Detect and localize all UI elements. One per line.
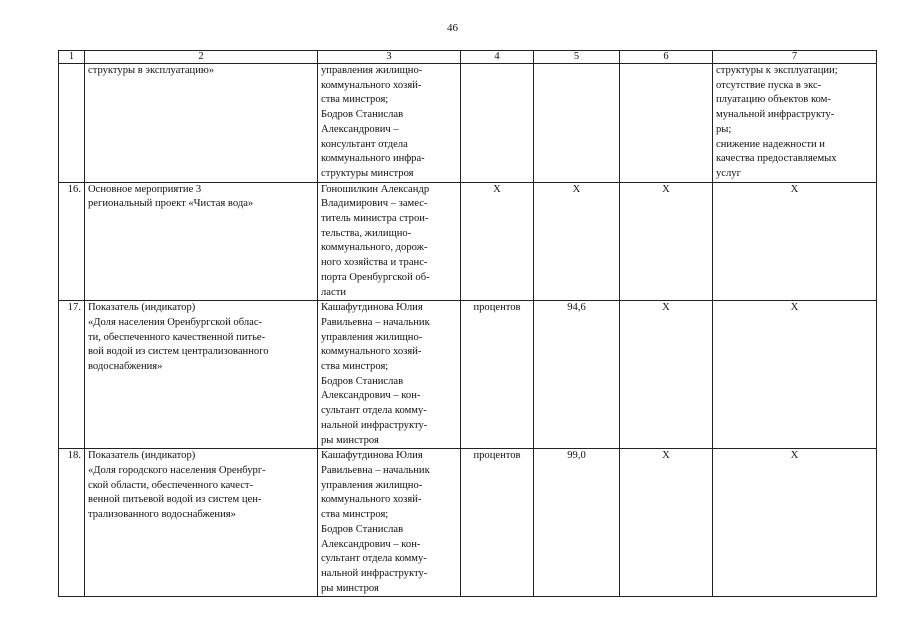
row-unit: процентов <box>461 449 534 597</box>
row-unit <box>461 64 534 183</box>
row-value <box>534 64 620 183</box>
row-value: 94,6 <box>534 301 620 449</box>
row-col7: Х <box>713 449 877 597</box>
row-name: Основное мероприятие 3 региональный проект «Чистая вода» <box>85 182 318 301</box>
header-cell: 5 <box>534 51 620 64</box>
table-row <box>59 182 877 301</box>
row-name: Показатель (индикатор) «Доля городского населения Оренбург- ской области, обеспеченного качест- венной питьевой водой из систем цен- трализованного водоснабжения» <box>85 449 318 597</box>
row-value: 99,0 <box>534 449 620 597</box>
row-unit: Х <box>461 182 534 301</box>
header-cell: 3 <box>318 51 461 64</box>
row-col7: структуры к эксплуатации; отсутствие пуска в экс- плуатацию объектов ком- мунальной инфраструкту- ры; снижение надежности и качества предоставляемых услуг <box>713 64 877 183</box>
page-number: 46 <box>447 22 458 34</box>
row-value: Х <box>534 182 620 301</box>
row-col6 <box>620 64 713 183</box>
table-row <box>59 64 877 183</box>
indicator-table <box>58 50 877 597</box>
header-cell: 7 <box>713 51 877 64</box>
row-number: 17. <box>59 301 85 449</box>
row-number <box>59 64 85 183</box>
row-col7: Х <box>713 301 877 449</box>
row-name: структуры в эксплуатацию» <box>85 64 318 183</box>
header-cell: 1 <box>59 51 85 64</box>
row-responsible: Кашафутдинова Юлия Равильевна – начальник управления жилищно- коммунального хозяй- ства минстроя; Бодров Станислав Александрович – кон- сультант отдела комму- нальной инфраструкту- ры минстроя <box>318 301 461 449</box>
table-row <box>59 449 877 597</box>
header-cell: 4 <box>461 51 534 64</box>
row-responsible: Гоношилкин Александр Владимирович – замес- титель министра строи- тельства, жилищно- коммунального, дорож- ного хозяйства и транс- порта Оренбургской об- ласти <box>318 182 461 301</box>
row-col7: Х <box>713 182 877 301</box>
header-row <box>59 51 877 64</box>
row-col6: Х <box>620 449 713 597</box>
header-cell: 6 <box>620 51 713 64</box>
row-number: 18. <box>59 449 85 597</box>
row-col6: Х <box>620 301 713 449</box>
row-responsible: управления жилищно- коммунального хозяй- ства минстроя; Бодров Станислав Александрович – консультант отдела коммунального инфра- структуры минстроя <box>318 64 461 183</box>
row-name: Показатель (индикатор) «Доля населения Оренбургской облас- ти, обеспеченного качественной питье- вой водой из систем централизованного водоснабжения» <box>85 301 318 449</box>
row-responsible: Кашафутдинова Юлия Равильевна – начальник управления жилищно- коммунального хозяй- ства минстроя; Бодров Станислав Александрович – кон- сультант отдела комму- нальной инфраструкту- ры минстроя <box>318 449 461 597</box>
header-cell: 2 <box>85 51 318 64</box>
row-unit: процентов <box>461 301 534 449</box>
row-col6: Х <box>620 182 713 301</box>
table-row <box>59 301 877 449</box>
row-number: 16. <box>59 182 85 301</box>
